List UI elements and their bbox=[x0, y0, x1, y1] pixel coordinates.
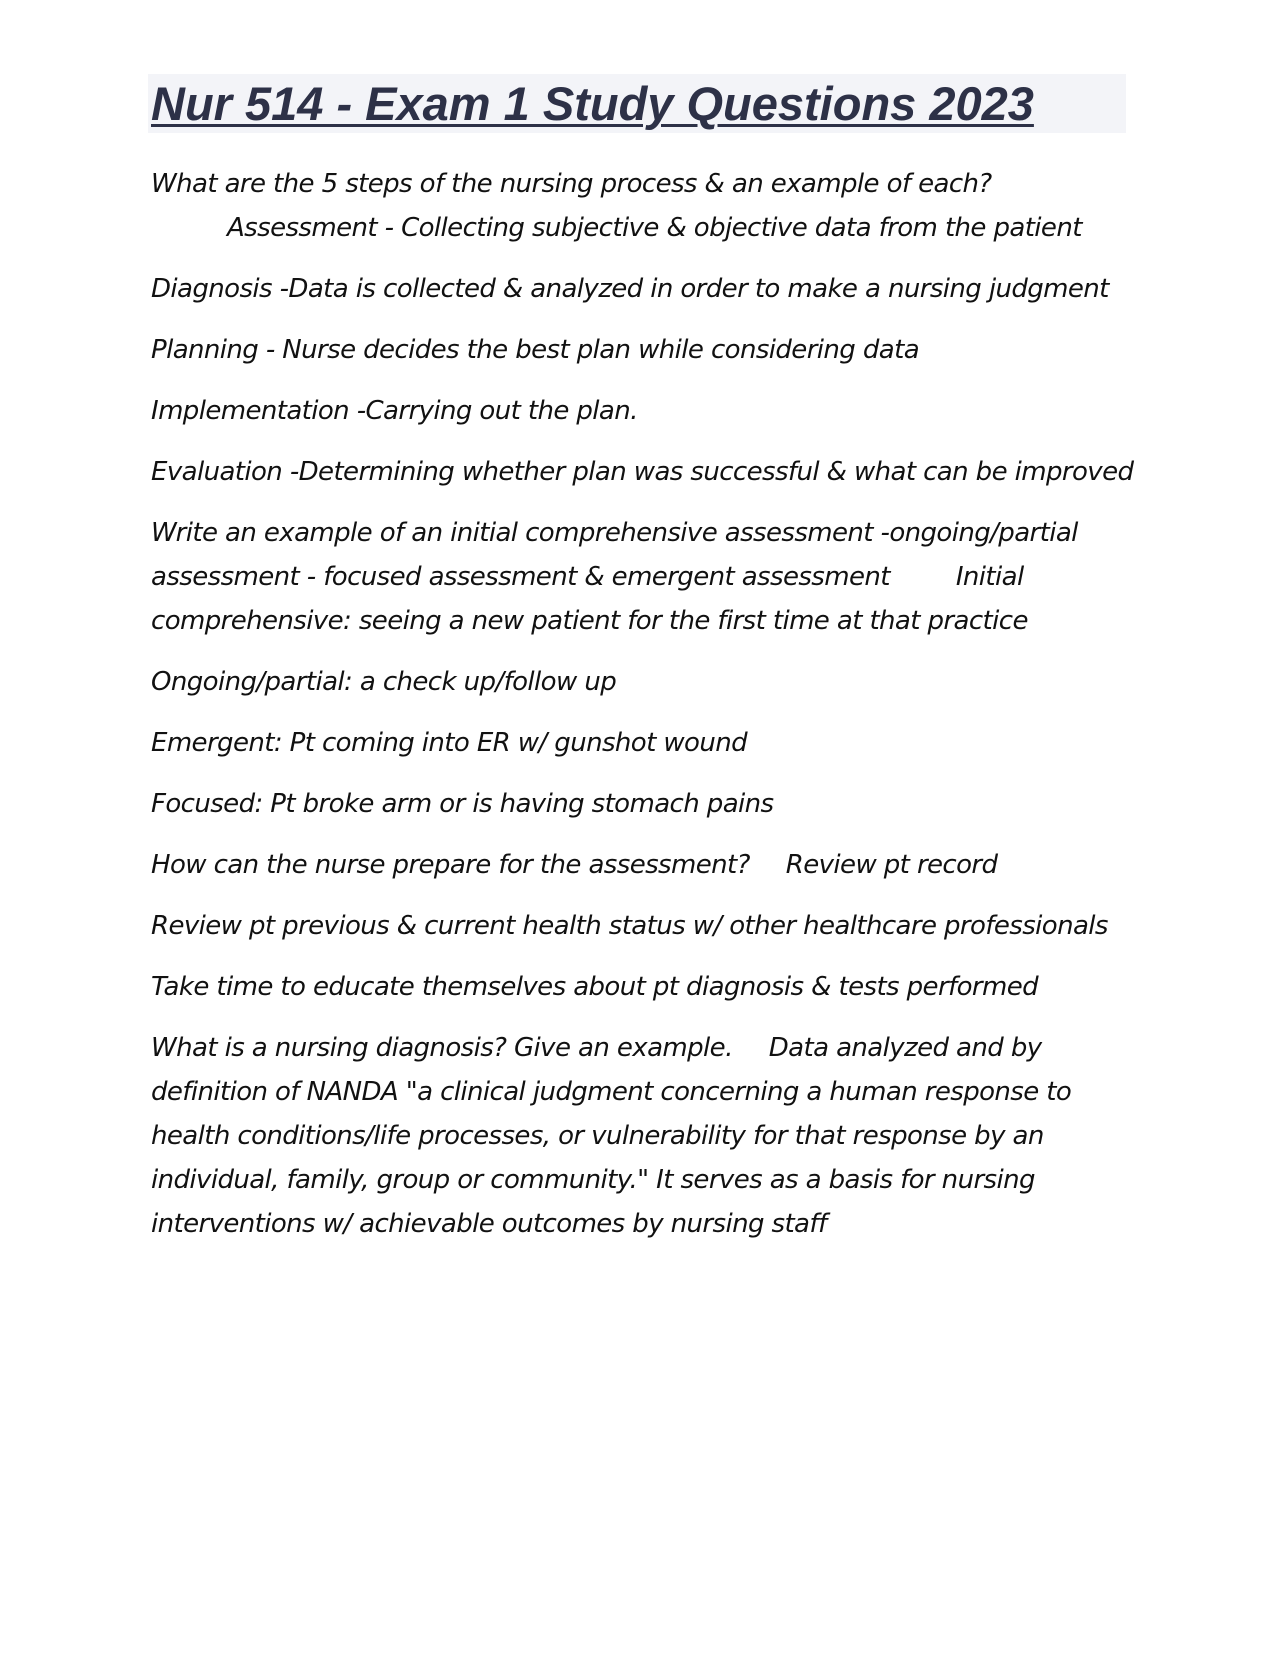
answer-review-record: Review pt record bbox=[785, 850, 998, 880]
question-paragraph bbox=[151, 162, 1136, 250]
answer-paragraph: Diagnosis -Data is collected & analyzed in order to make a nursing judgment bbox=[151, 274, 1109, 304]
question-text: What is a nursing diagnosis? Give an example. bbox=[151, 1033, 733, 1063]
answer-paragraph: Emergent: Pt coming into ER w/ gunshot wound bbox=[151, 728, 747, 758]
question-text: What are the 5 steps of the nursing process & an example of each? bbox=[151, 169, 992, 199]
answer-paragraph: Evaluation -Determining whether plan was successful & what can be improved bbox=[151, 457, 1134, 487]
answer-initial: Initial comprehensive: seeing a new patient for the first time at that practice bbox=[151, 562, 1028, 636]
document-body bbox=[151, 162, 1136, 1263]
answer-paragraph: Focused: Pt broke arm or is having stomach pains bbox=[151, 789, 774, 819]
answer-nanda: Data analyzed and by definition of NANDA "a clinical judgment concerning a human response to health conditions/life processes, or vulnerability for that response by an individual, family, group or community." It serves as a basis for nursing interventions w/ achievable outcomes by nursing staff bbox=[151, 1033, 1072, 1239]
answer-paragraph: Planning - Nurse decides the best plan while considering data bbox=[151, 335, 920, 365]
answer-paragraph: Take time to educate themselves about pt diagnosis & tests performed bbox=[151, 972, 1039, 1002]
answer-paragraph: Implementation -Carrying out the plan. bbox=[151, 396, 638, 426]
question-paragraph bbox=[151, 843, 1136, 887]
answer-assessment: Assessment - Collecting subjective & objective data from the patient bbox=[227, 213, 1082, 243]
answer-paragraph: Ongoing/partial: a check up/follow up bbox=[151, 667, 617, 697]
question-paragraph bbox=[151, 511, 1136, 643]
document-title: Nur 514 - Exam 1 Study Questions 2023 bbox=[151, 77, 1034, 130]
question-text: How can the nurse prepare for the assessment? bbox=[151, 850, 750, 880]
question-text: Write an example of an initial comprehensive assessment -ongoing/partial assessment - focused assessment & emergent assessment bbox=[151, 518, 1078, 592]
answer-paragraph: Review pt previous & current health status w/ other healthcare professionals bbox=[151, 911, 1108, 941]
question-paragraph bbox=[151, 1026, 1136, 1246]
